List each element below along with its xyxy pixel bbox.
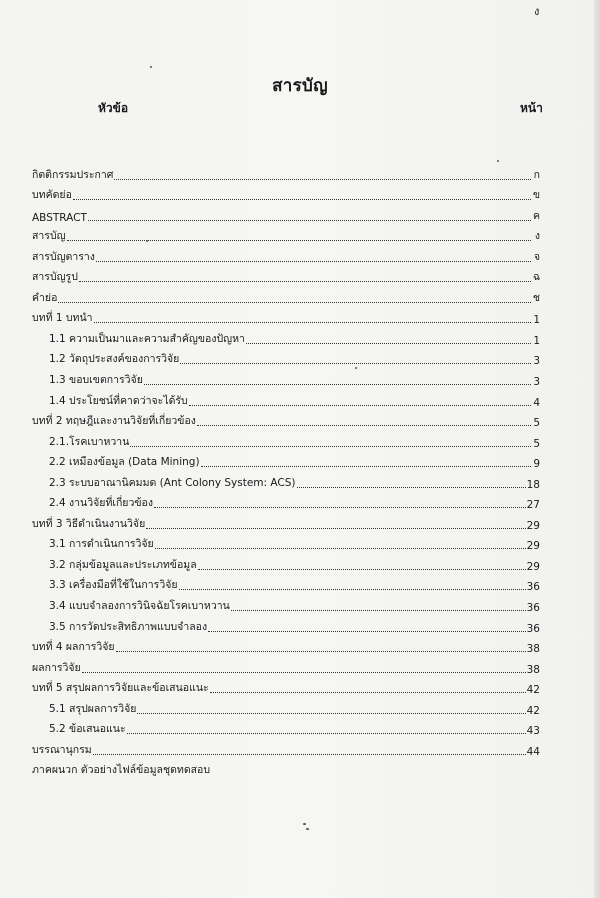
dot-leader [116, 651, 526, 652]
toc-entry-label: สารบัญตาราง [32, 250, 95, 263]
dot-leader [297, 487, 526, 488]
toc-entry-label: 3.2 กลุ่มข้อมูลและประเภทข้อมูล [49, 558, 197, 571]
dot-leader [67, 240, 531, 241]
toc-entry-label: สารบัญรูป [32, 271, 78, 284]
toc-entry [32, 676, 540, 697]
toc-entry-page: 43 [526, 725, 540, 738]
dot-leader [94, 322, 531, 323]
toc-entry-page: 1 [533, 334, 540, 347]
toc-entry-label: 3.4 แบบจำลองการวินิจฉัยโรคเบาหวาน [49, 600, 230, 613]
scan-speck [150, 66, 152, 68]
toc-entry-page: ฉ [532, 271, 540, 284]
dot-leader [114, 179, 531, 180]
dot-leader [73, 199, 531, 200]
dot-leader [88, 220, 531, 221]
toc-entry-label: สารบัญ [32, 230, 66, 243]
toc-entry [32, 224, 540, 245]
toc-entry [32, 717, 540, 738]
toc-entry [32, 450, 540, 471]
toc-entry-label: ภาคผนวก ตัวอย่างไฟล์ข้อมูลชุดทดสอบ [32, 764, 211, 777]
toc-entry [32, 511, 540, 532]
toc-entry-page: 5 [533, 417, 540, 430]
toc-entry-page: 36 [526, 581, 540, 594]
toc-entry [32, 429, 540, 450]
scan-speck [146, 240, 148, 242]
toc-entry [32, 162, 540, 183]
toc-entry-page: 42 [526, 704, 540, 717]
toc-entry-page: ก [533, 168, 540, 181]
toc-entry-label: 2.3 ระบบอาณานิคมมด (Ant Colony System: ACS) [49, 476, 296, 489]
toc-entry [32, 183, 540, 204]
toc-entry-page: 42 [526, 684, 540, 697]
toc-entry-page: ค [532, 209, 540, 222]
dot-leader [246, 343, 531, 344]
toc-entry-page: 4 [533, 396, 540, 409]
dot-leader [179, 589, 526, 590]
toc-entry [32, 409, 540, 430]
toc-entry-label: 2.2 เหมืองข้อมูล (Data Mining) [49, 456, 200, 469]
toc-entry-page: ง [534, 230, 540, 243]
toc-entry [32, 367, 540, 388]
toc-entry [32, 285, 540, 306]
dot-leader [79, 281, 531, 282]
toc-entry [32, 737, 540, 758]
toc-entry-page: 38 [526, 643, 540, 656]
toc-entry-page: 9 [533, 458, 540, 471]
dot-leader [130, 446, 531, 447]
toc-entry [32, 552, 540, 573]
toc-entry-label: 2.1.โรคเบาหวาน [49, 435, 130, 448]
toc-entry [32, 573, 540, 594]
table-of-contents [32, 162, 540, 778]
toc-entry [32, 532, 540, 553]
scan-speck [497, 160, 499, 162]
toc-entry-label: 1.1 ความเป็นมาและความสำคัญของปัญหา [49, 332, 245, 345]
toc-entry-page: 29 [526, 540, 540, 553]
toc-entry [32, 614, 540, 635]
dot-leader [93, 754, 526, 755]
page-title: สารบัญ [272, 76, 328, 96]
page-edge [594, 0, 600, 898]
toc-entry-page: ช [532, 291, 540, 304]
dot-leader [127, 733, 526, 734]
toc-entry-label: 3.1 การดำเนินการวิจัย [49, 538, 154, 551]
dot-leader [155, 548, 526, 549]
toc-entry [32, 635, 540, 656]
dot-leader [180, 363, 531, 364]
toc-entry-label: บทที่ 3 วิธีดำเนินงานวิจัย [32, 517, 146, 530]
toc-entry-label: บทคัดย่อ [32, 189, 72, 202]
toc-entry-label: 2.4 งานวิจัยที่เกี่ยวข้อง [49, 497, 153, 510]
dot-leader [210, 692, 526, 693]
toc-entry-label: กิตติกรรมประกาศ [32, 168, 114, 181]
toc-entry [32, 306, 540, 327]
toc-entry-label: 1.3 ขอบเขตการวิจัย [49, 374, 143, 387]
toc-entry [32, 203, 540, 224]
dot-leader [137, 713, 525, 714]
toc-entry-page: 3 [533, 376, 540, 389]
toc-entry [32, 758, 540, 779]
toc-entry-label: 3.3 เครื่องมือที่ใช้ในการวิจัย [49, 579, 178, 592]
dot-leader [96, 261, 531, 262]
toc-entry-page: 36 [526, 622, 540, 635]
toc-entry-label: ผลการวิจัย [32, 661, 81, 674]
toc-entry-page: 5 [533, 437, 540, 450]
toc-entry-label: บทที่ 1 บทนำ [32, 312, 93, 325]
toc-entry [32, 244, 540, 265]
toc-entry-label: 1.2 วัตถุประสงค์ของการวิจัย [49, 353, 180, 366]
toc-entry [32, 655, 540, 676]
toc-entry-page: 29 [526, 560, 540, 573]
toc-entry-page: 44 [526, 745, 540, 758]
toc-entry [32, 593, 540, 614]
toc-entry [32, 347, 540, 368]
dot-leader [197, 425, 531, 426]
topic-column-header: หัวข้อ [98, 101, 129, 115]
toc-entry-label: คำย่อ [32, 291, 58, 304]
dot-leader [189, 405, 531, 406]
toc-entry-page: 27 [526, 499, 540, 512]
toc-entry [32, 326, 540, 347]
dot-leader [208, 631, 526, 632]
toc-entry-page: 29 [526, 519, 540, 532]
toc-entry-label: ABSTRACT [32, 211, 87, 224]
toc-entry-page: 18 [526, 478, 540, 491]
toc-entry-label: 5.2 ข้อเสนอแนะ [49, 723, 126, 736]
toc-entry-label: บทที่ 2 ทฤษฎีและงานวิจัยที่เกี่ยวข้อง [32, 415, 196, 428]
scan-speck [306, 828, 309, 830]
toc-entry [32, 696, 540, 717]
dot-leader [201, 466, 531, 467]
dot-leader [144, 384, 531, 385]
dot-leader [231, 610, 526, 611]
toc-entry-page: 36 [526, 602, 540, 615]
toc-entry-label: บทที่ 4 ผลการวิจัย [32, 641, 115, 654]
toc-entry-page: 3 [533, 355, 540, 368]
page-number: ง [534, 5, 540, 18]
toc-entry-page: 1 [533, 314, 540, 327]
toc-entry-label: บรรณานุกรม [32, 743, 92, 756]
page-column-header: หน้า [520, 101, 543, 115]
toc-entry-page: 38 [526, 663, 540, 676]
toc-entry-label: บทที่ 5 สรุปผลการวิจัยและข้อเสนอแนะ [32, 682, 209, 695]
dot-leader [82, 672, 526, 673]
toc-entry [32, 491, 540, 512]
scan-speck [303, 823, 306, 825]
dot-leader [154, 507, 526, 508]
toc-entry [32, 388, 540, 409]
toc-entry [32, 265, 540, 286]
toc-entry [32, 470, 540, 491]
toc-entry-page: จ [533, 250, 540, 263]
toc-entry-label: 3.5 การวัดประสิทธิภาพแบบจำลอง [49, 620, 208, 633]
toc-entry-label: 1.4 ประโยชน์ที่คาดว่าจะได้รับ [49, 394, 188, 407]
dot-leader [58, 302, 531, 303]
dot-leader [198, 569, 526, 570]
scan-speck [355, 367, 357, 369]
toc-entry-page: ข [532, 189, 540, 202]
toc-entry-label: 5.1 สรุปผลการวิจัย [49, 702, 137, 715]
dot-leader [146, 528, 525, 529]
